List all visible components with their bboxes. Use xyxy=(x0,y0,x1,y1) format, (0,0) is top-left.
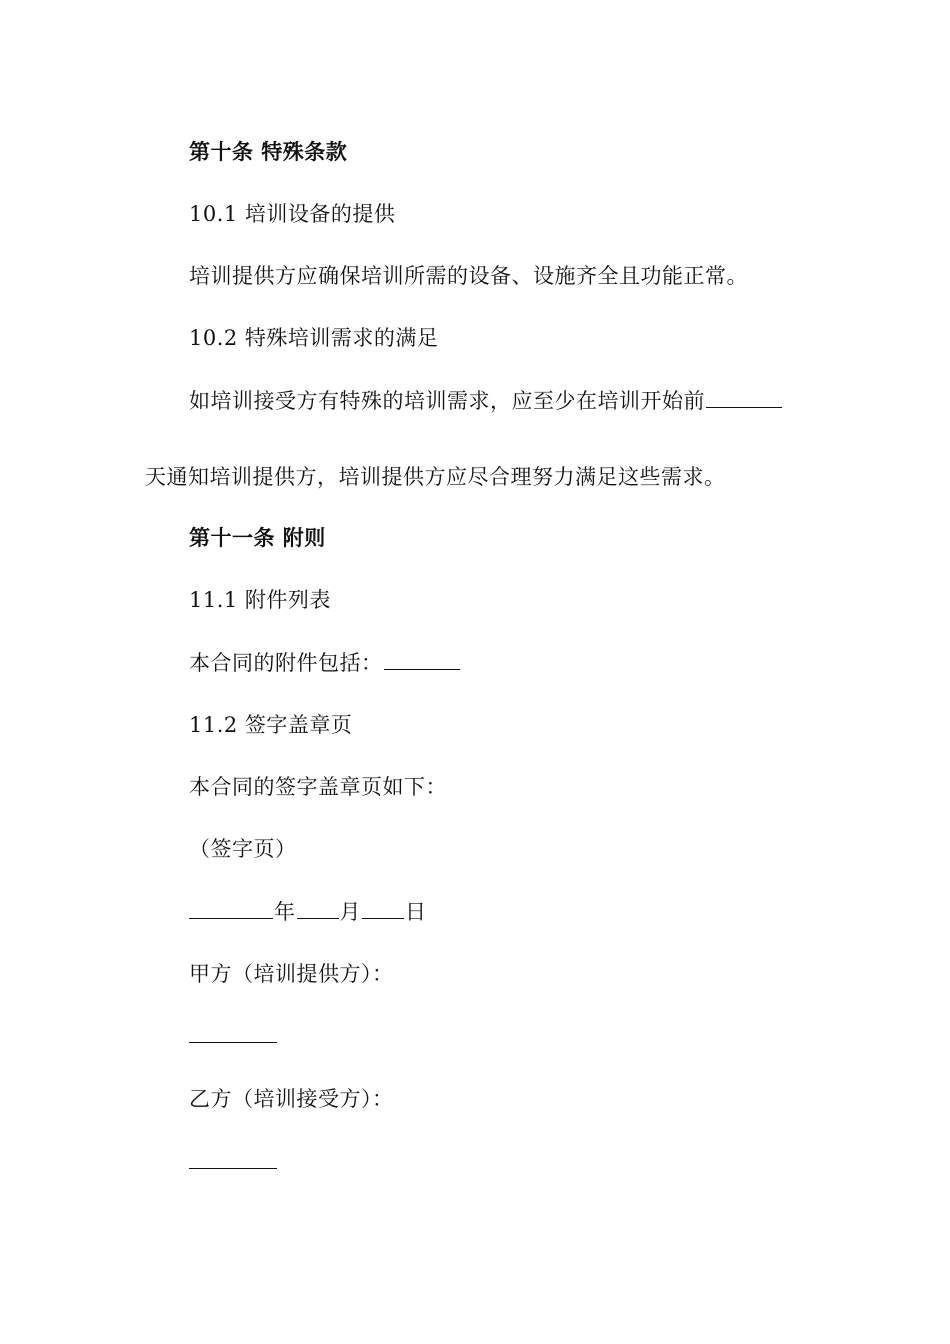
section-11-2-title: 11.2 签字盖章页 xyxy=(189,713,353,737)
party-b-blank xyxy=(189,1148,277,1169)
sign-page-label: （签字页） xyxy=(189,837,297,861)
party-a-label: 甲方（培训提供方）： xyxy=(189,962,394,986)
party-a-blank xyxy=(189,1022,277,1043)
section-10-2-text-a: 如培训接受方有特殊的培训需求，应至少在培训开始前 xyxy=(189,389,705,413)
year-label: 年 xyxy=(274,900,296,924)
section-11-1-title: 11.1 附件列表 xyxy=(189,588,331,612)
date-line xyxy=(189,897,427,927)
section-10-2-title: 10.2 特殊培训需求的满足 xyxy=(189,326,439,350)
section-11-2-text: 本合同的签字盖章页如下： xyxy=(189,775,447,799)
days-blank xyxy=(706,387,782,408)
attachments-blank xyxy=(384,649,460,670)
month-blank xyxy=(297,898,339,919)
section-10-2-text-line2: 天通知培训提供方，培训提供方应尽合理努力满足这些需求。 xyxy=(145,465,726,489)
month-label: 月 xyxy=(339,900,361,924)
year-blank xyxy=(189,898,273,919)
party-b-label: 乙方（培训接受方）： xyxy=(189,1087,394,1111)
article-11-title: 第十一条 附则 xyxy=(189,526,326,550)
attachments-label: 本合同的附件包括： xyxy=(189,651,383,675)
party-a-signature-line xyxy=(189,1021,278,1051)
party-b-signature-line xyxy=(189,1147,278,1177)
section-10-2-text-line1 xyxy=(189,386,783,416)
section-10-1-text: 培训提供方应确保培训所需的设备、设施齐全且功能正常。 xyxy=(189,264,748,288)
day-label: 日 xyxy=(405,900,427,924)
day-blank xyxy=(362,898,404,919)
section-11-1-text xyxy=(189,648,461,678)
article-10-title: 第十条 特殊条款 xyxy=(189,140,348,164)
section-10-1-title: 10.1 培训设备的提供 xyxy=(189,202,396,226)
